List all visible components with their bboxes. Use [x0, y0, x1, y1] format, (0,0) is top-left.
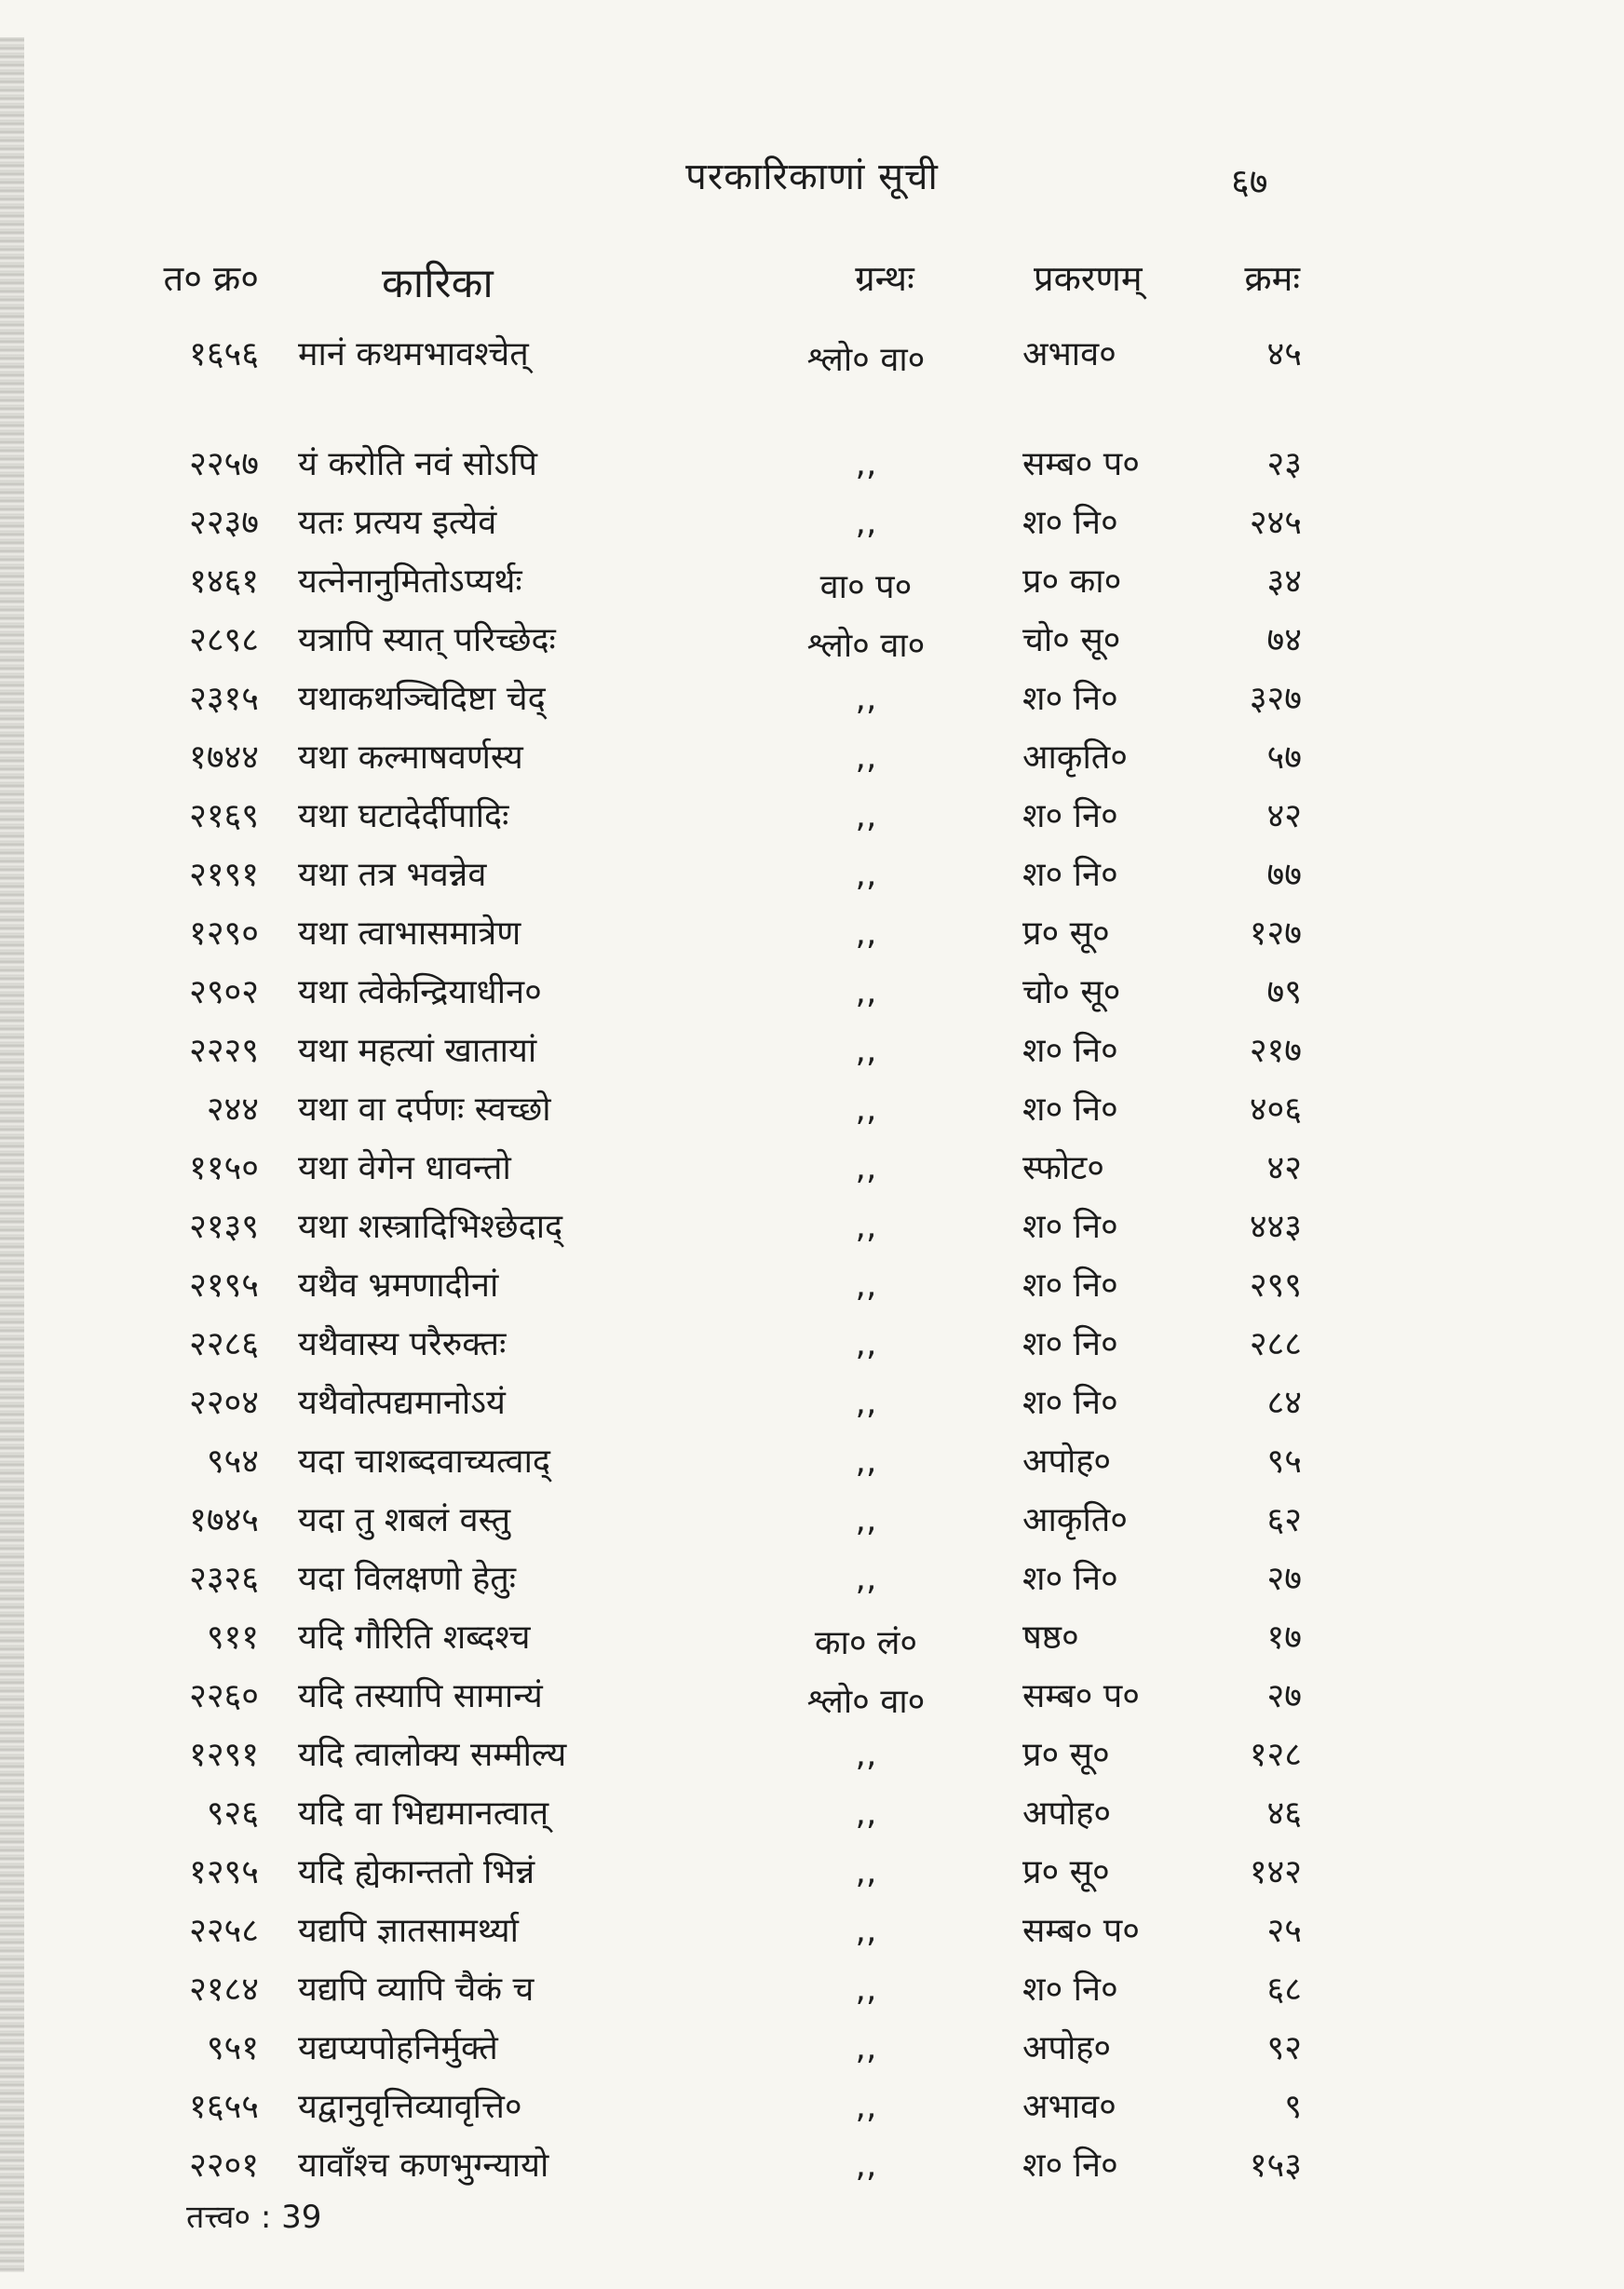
cell-grantha: ,, [855, 973, 877, 1011]
cell-kramah: ९५ [1266, 1442, 1302, 1481]
cell-serial: २२३७ [189, 504, 259, 542]
cell-grantha: ,, [855, 680, 877, 718]
header-karika: कारिका [382, 260, 494, 307]
cell-prakaranam: श० नि० [1022, 1208, 1118, 1246]
page-title: परकारिकाणां सूची [685, 156, 939, 198]
cell-kramah: १५३ [1249, 2147, 1302, 2185]
cell-grantha: ,, [855, 1736, 877, 1774]
cell-kramah: ६८ [1266, 1971, 1302, 2009]
cell-serial: १२९१ [189, 1736, 259, 1774]
cell-kramah: २७ [1266, 1560, 1302, 1598]
table-row [0, 1551, 1624, 1609]
cell-karika: यथा वा दर्पणः स्वच्छो [298, 1090, 551, 1129]
cell-serial: १४६१ [189, 562, 259, 601]
cell-prakaranam: चो० सू० [1022, 621, 1121, 659]
table-row [0, 788, 1624, 847]
cell-kramah: ६२ [1266, 1501, 1302, 1539]
table-row [0, 1668, 1624, 1727]
cell-prakaranam: स्फोट० [1022, 1149, 1104, 1187]
cell-grantha: ,, [855, 2029, 877, 2067]
cell-karika: यथैवोत्पद्यमानोऽयं [298, 1384, 506, 1422]
table-row [0, 1316, 1624, 1375]
table-row [0, 1727, 1624, 1785]
cell-karika: यद्यपि ज्ञातसामर्थ्या [298, 1912, 519, 1950]
header-kramah: क्रमः [1244, 258, 1300, 299]
table-row [0, 1199, 1624, 1257]
table-row [0, 436, 1624, 494]
cell-kramah: २४५ [1249, 504, 1302, 542]
cell-karika: मानं कथमभावश्चेत् [298, 335, 529, 373]
cell-karika: यद्यपि व्यापि चैकं च [298, 1971, 535, 2009]
cell-grantha: ,, [855, 1032, 877, 1070]
table-row [0, 612, 1624, 670]
cell-grantha: ,, [855, 1266, 877, 1305]
cell-grantha: ,, [855, 1442, 877, 1481]
cell-kramah: ४२ [1266, 1149, 1302, 1187]
cell-grantha: ,, [855, 738, 877, 777]
cell-grantha: ,, [855, 2147, 877, 2185]
cell-prakaranam: श० नि० [1022, 2147, 1118, 2185]
cell-serial: २२०४ [189, 1384, 259, 1422]
cell-serial: २३१५ [189, 680, 259, 718]
cell-serial: २१३९ [189, 1208, 259, 1246]
cell-karika: यथा त्वाभासमात्रेण [298, 914, 521, 953]
cell-serial: १२९५ [189, 1853, 259, 1891]
table-row [0, 1609, 1624, 1668]
footer-signature: तत्त्व० : 39 [186, 2199, 322, 2236]
cell-serial: १७४५ [189, 1501, 259, 1539]
cell-karika: यदि ह्येकान्ततो भिन्नं [298, 1853, 535, 1891]
cell-grantha: श्लो० वा० [806, 1683, 926, 1721]
cell-serial: २२५७ [189, 445, 259, 483]
cell-serial: २३२६ [189, 1560, 259, 1598]
table-row [0, 1844, 1624, 1903]
cell-kramah: २७ [1266, 1677, 1302, 1715]
cell-prakaranam: प्र० का० [1022, 562, 1122, 601]
cell-prakaranam: अपोह० [1022, 1442, 1112, 1481]
cell-prakaranam: आकृति० [1022, 1501, 1129, 1539]
cell-grantha: का० लं० [814, 1624, 918, 1662]
cell-grantha: ,, [855, 445, 877, 483]
cell-karika: यथाकथञ्चिदिष्टा चेद् [298, 680, 546, 718]
cell-serial: १६५५ [189, 2088, 259, 2126]
cell-kramah: ४४३ [1249, 1208, 1302, 1246]
table-row [0, 1140, 1624, 1199]
cell-grantha: ,, [855, 1795, 877, 1833]
cell-serial: २१९१ [189, 856, 259, 894]
cell-grantha: ,, [855, 2088, 877, 2126]
cell-prakaranam: सम्ब० प० [1022, 1912, 1140, 1950]
cell-karika: यदि तस्यापि सामान्यं [298, 1677, 543, 1715]
cell-karika: यं करोति नवं सोऽपि [298, 445, 537, 483]
cell-prakaranam: चो० सू० [1022, 973, 1121, 1011]
cell-kramah: १७ [1266, 1619, 1302, 1657]
cell-serial: २१९५ [189, 1266, 259, 1305]
table-row [0, 494, 1624, 553]
cell-prakaranam: प्र० सू० [1022, 914, 1110, 953]
table-row [0, 1257, 1624, 1316]
cell-grantha: ,, [855, 914, 877, 953]
cell-karika: यावाँश्च कणभुग्न्यायो [298, 2147, 549, 2185]
cell-kramah: ७४ [1266, 621, 1302, 659]
cell-kramah: १४२ [1249, 1853, 1302, 1891]
cell-serial: २९०२ [189, 973, 259, 1011]
cell-kramah: २५ [1266, 1912, 1302, 1950]
cell-karika: यदा चाशब्दवाच्यत्वाद् [298, 1442, 551, 1481]
cell-grantha: ,, [855, 1853, 877, 1891]
table-row [0, 553, 1624, 612]
cell-karika: यथैव भ्रमणादीनां [298, 1266, 499, 1305]
cell-prakaranam: अपोह० [1022, 2029, 1112, 2067]
cell-kramah: ९ [1284, 2088, 1302, 2126]
table-header [0, 253, 1624, 309]
cell-kramah: ८४ [1266, 1384, 1302, 1422]
cell-grantha: ,, [855, 1149, 877, 1187]
cell-kramah: ४२ [1266, 797, 1302, 835]
cell-karika: यथा तत्र भवन्नेव [298, 856, 487, 894]
cell-serial: २१८४ [189, 1971, 259, 2009]
cell-karika: यत्नेनानुमितोऽप्यर्थः [298, 562, 522, 601]
cell-grantha: ,, [855, 856, 877, 894]
cell-grantha: ,, [855, 1912, 877, 1950]
cell-kramah: ३४ [1266, 562, 1302, 601]
cell-karika: यत्रापि स्यात् परिच्छेदः [298, 621, 556, 659]
cell-prakaranam: श० नि० [1022, 1560, 1118, 1598]
cell-grantha: ,, [855, 1325, 877, 1363]
header-grantha: ग्रन्थः [855, 258, 914, 299]
cell-serial: २२२९ [189, 1032, 259, 1070]
cell-grantha: ,, [855, 1971, 877, 2009]
cell-karika: यदि वा भिद्यमानत्वात् [298, 1795, 549, 1833]
cell-karika: यद्यप्यपोहनिर्मुक्ते [298, 2029, 498, 2067]
cell-karika: यतः प्रत्यय इत्येवं [298, 504, 497, 542]
cell-prakaranam: आकृति० [1022, 738, 1129, 777]
cell-kramah: १२७ [1249, 914, 1302, 953]
table-row [0, 1433, 1624, 1492]
cell-kramah: १२८ [1249, 1736, 1302, 1774]
table-row [0, 905, 1624, 964]
cell-kramah: २१७ [1249, 1032, 1302, 1070]
cell-kramah: ४५ [1266, 335, 1302, 373]
table-row [0, 2137, 1624, 2196]
cell-kramah: २९९ [1249, 1266, 1302, 1305]
cell-serial: २४४ [206, 1090, 259, 1129]
cell-karika: यथा वेगेन धावन्तो [298, 1149, 511, 1187]
page-number: ६७ [1231, 161, 1268, 202]
cell-serial: ११५० [189, 1149, 259, 1187]
cell-prakaranam: श० नि० [1022, 1090, 1118, 1129]
cell-karika: यथा घटादेर्दीपादिः [298, 797, 509, 835]
table-row [0, 1492, 1624, 1551]
table-row [0, 2020, 1624, 2079]
cell-prakaranam: श० नि० [1022, 1384, 1118, 1422]
cell-kramah: ५७ [1266, 738, 1302, 777]
table-row [0, 847, 1624, 905]
table-body [0, 326, 1624, 2196]
cell-serial: ९२६ [206, 1795, 259, 1833]
cell-karika: यथा महत्यां खातायां [298, 1032, 537, 1070]
cell-prakaranam: श० नि० [1022, 680, 1118, 718]
cell-prakaranam: सम्ब० प० [1022, 445, 1140, 483]
cell-karika: यथा कल्माषवर्णस्य [298, 738, 523, 777]
cell-karika: यदि गौरिति शब्दश्च [298, 1619, 531, 1657]
cell-grantha: ,, [855, 797, 877, 835]
cell-serial: ९५४ [206, 1442, 259, 1481]
cell-grantha: श्लो० वा० [806, 341, 926, 379]
table-row [0, 1903, 1624, 1961]
cell-serial: २८९८ [189, 621, 259, 659]
cell-serial: २२०१ [189, 2147, 259, 2185]
cell-prakaranam: अभाव० [1022, 2088, 1116, 2126]
cell-prakaranam: सम्ब० प० [1022, 1677, 1140, 1715]
cell-grantha: ,, [855, 1208, 877, 1246]
header-prakaranam: प्रकरणम् [1034, 258, 1143, 299]
cell-grantha: ,, [855, 504, 877, 542]
cell-prakaranam: अभाव० [1022, 335, 1116, 373]
cell-karika: यथा त्वेकेन्द्रियाधीन० [298, 973, 542, 1011]
cell-kramah: ४०६ [1249, 1090, 1302, 1129]
cell-prakaranam: श० नि० [1022, 1325, 1118, 1363]
cell-karika: यथैवास्य परैरुक्तः [298, 1325, 507, 1363]
cell-prakaranam: श० नि० [1022, 1971, 1118, 2009]
table-row [0, 964, 1624, 1023]
cell-serial: १७४४ [189, 738, 259, 777]
cell-karika: यद्वानुवृत्तिव्यावृत्ति० [298, 2088, 522, 2126]
cell-kramah: २३ [1266, 445, 1302, 483]
cell-prakaranam: श० नि० [1022, 1266, 1118, 1305]
cell-prakaranam: श० नि० [1022, 1032, 1118, 1070]
cell-serial: १६५६ [189, 335, 259, 373]
table-row [0, 1961, 1624, 2020]
cell-grantha: ,, [855, 1501, 877, 1539]
table-row [0, 670, 1624, 729]
cell-prakaranam: श० नि० [1022, 797, 1118, 835]
cell-kramah: २८८ [1249, 1325, 1302, 1363]
cell-karika: यदि त्वालोक्य सम्मील्य [298, 1736, 567, 1774]
cell-prakaranam: प्र० सू० [1022, 1736, 1110, 1774]
cell-serial: २२६० [189, 1677, 259, 1715]
table-row [0, 1375, 1624, 1433]
cell-serial: ९११ [206, 1619, 259, 1657]
cell-karika: यदा विलक्षणो हेतुः [298, 1560, 517, 1598]
cell-serial: १२९० [189, 914, 259, 953]
cell-kramah: ७७ [1266, 856, 1302, 894]
cell-kramah: ४६ [1266, 1795, 1302, 1833]
cell-prakaranam: षष्ठ० [1022, 1619, 1079, 1657]
table-row [0, 729, 1624, 788]
table-row [0, 2079, 1624, 2137]
table-row [0, 326, 1624, 436]
cell-prakaranam: श० नि० [1022, 504, 1118, 542]
cell-serial: २२८६ [189, 1325, 259, 1363]
cell-serial: २२५८ [189, 1912, 259, 1950]
cell-karika: यदा तु शबलं वस्तु [298, 1501, 511, 1539]
cell-grantha: श्लो० वा० [806, 627, 926, 665]
cell-grantha: ,, [855, 1090, 877, 1129]
cell-prakaranam: श० नि० [1022, 856, 1118, 894]
cell-grantha: वा० प० [819, 568, 913, 606]
cell-prakaranam: प्र० सू० [1022, 1853, 1110, 1891]
table-row [0, 1785, 1624, 1844]
table-row [0, 1081, 1624, 1140]
cell-kramah: ७९ [1266, 973, 1302, 1011]
header-serial: त० क्र० [163, 258, 259, 299]
cell-kramah: ९२ [1266, 2029, 1302, 2067]
cell-grantha: ,, [855, 1560, 877, 1598]
cell-kramah: ३२७ [1249, 680, 1302, 718]
cell-karika: यथा शस्त्रादिभिश्छेदाद् [298, 1208, 563, 1246]
cell-prakaranam: अपोह० [1022, 1795, 1112, 1833]
cell-serial: २१६९ [189, 797, 259, 835]
table-row [0, 1023, 1624, 1081]
cell-serial: ९५१ [206, 2029, 259, 2067]
cell-grantha: ,, [855, 1384, 877, 1422]
